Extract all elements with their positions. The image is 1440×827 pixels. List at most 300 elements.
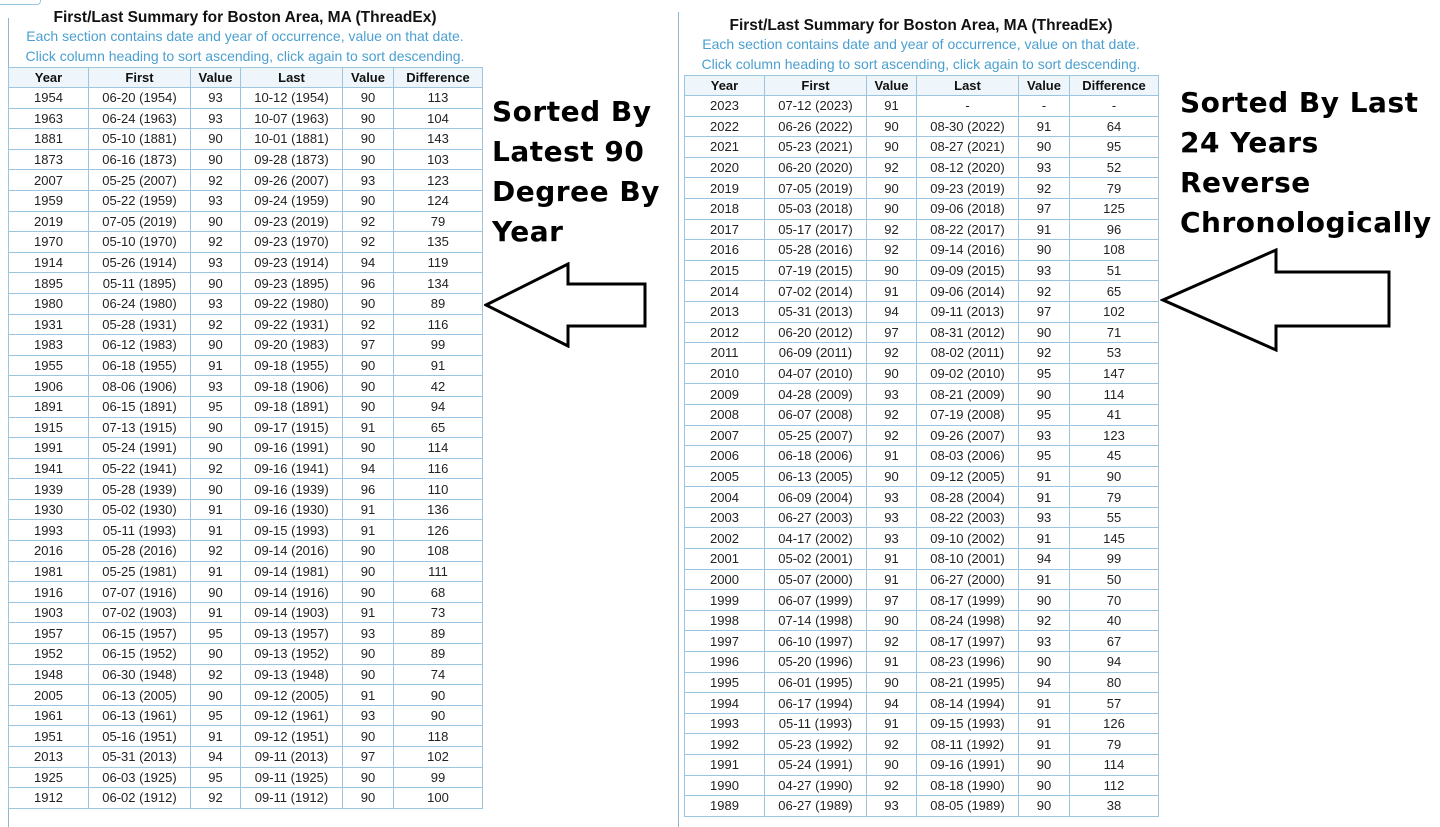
table-cell-first: 04-27 (1990) [765, 775, 867, 796]
table-cell-year: 1925 [9, 767, 89, 788]
table-cell-last: 09-16 (1941) [241, 458, 343, 479]
table-cell-last: 09-12 (1951) [241, 726, 343, 747]
table-cell-first-value: 90 [191, 335, 241, 356]
right-annotation [1180, 83, 1440, 243]
table-cell-last: 08-03 (2006) [917, 446, 1019, 467]
table-row [9, 149, 483, 170]
table-row [685, 672, 1159, 693]
table-cell-difference: 96 [1070, 219, 1159, 240]
table-row [9, 293, 483, 314]
table-cell-last: 09-16 (1930) [241, 499, 343, 520]
table-cell-last-value: 90 [343, 108, 394, 129]
table-cell-last-value: 90 [1019, 322, 1070, 343]
table-cell-last-value: 90 [1019, 384, 1070, 405]
table-cell-year: 2006 [685, 446, 765, 467]
table-cell-last-value: 97 [1019, 301, 1070, 322]
table-row [9, 396, 483, 417]
table-row [685, 363, 1159, 384]
table-cell-last: 09-13 (1948) [241, 664, 343, 685]
table-cell-first-value: 95 [191, 623, 241, 644]
table-cell-last: 09-20 (1983) [241, 335, 343, 356]
table-row [685, 260, 1159, 281]
table-cell-difference: 113 [394, 88, 483, 109]
table-row [9, 211, 483, 232]
table-cell-last: 09-26 (2007) [917, 425, 1019, 446]
table-cell-first: 06-13 (2005) [89, 685, 191, 706]
table-cell-difference: 134 [394, 273, 483, 294]
column-header-year[interactable]: Year [9, 68, 89, 88]
table-cell-first-value: 93 [191, 252, 241, 273]
table-cell-last: 09-10 (2002) [917, 528, 1019, 549]
table-cell-difference: 126 [1070, 713, 1159, 734]
table-cell-year: 1992 [685, 734, 765, 755]
annotation-line: Year [492, 215, 564, 248]
table-cell-year: 1881 [9, 129, 89, 150]
table-cell-year: 2008 [685, 404, 765, 425]
table-cell-difference: 95 [1070, 137, 1159, 158]
table-cell-difference: 104 [394, 108, 483, 129]
left-annotation [492, 92, 672, 252]
table-cell-first: 06-27 (1989) [765, 796, 867, 817]
table-row [685, 569, 1159, 590]
table-row [685, 157, 1159, 178]
table-cell-year: 1994 [685, 693, 765, 714]
table-cell-first: 05-16 (1951) [89, 726, 191, 747]
table-row [9, 705, 483, 726]
table-cell-first-value: 92 [191, 232, 241, 253]
table-cell-last: 08-05 (1989) [917, 796, 1019, 817]
table-cell-year: 1914 [9, 252, 89, 273]
table-cell-first-value: 90 [191, 479, 241, 500]
table-cell-year: 1873 [9, 149, 89, 170]
table-cell-first-value: 90 [867, 137, 917, 158]
table-row [9, 190, 483, 211]
table-cell-year: 1955 [9, 355, 89, 376]
table-cell-last: 08-12 (2020) [917, 157, 1019, 178]
table-cell-last-value: 92 [1019, 178, 1070, 199]
table-cell-last: 10-12 (1954) [241, 88, 343, 109]
table-cell-last-value: 91 [1019, 693, 1070, 714]
table-cell-last-value: 92 [343, 314, 394, 335]
table-cell-first-value: 93 [191, 88, 241, 109]
table-cell-year: 1997 [685, 631, 765, 652]
table-row [9, 541, 483, 562]
table-cell-last-value: 96 [343, 273, 394, 294]
table-cell-first: 05-22 (1959) [89, 190, 191, 211]
table-cell-last-value: 94 [343, 458, 394, 479]
table-cell-difference: 53 [1070, 343, 1159, 364]
table-row [9, 685, 483, 706]
table-cell-first: 06-07 (1999) [765, 590, 867, 611]
table-cell-last: 08-14 (1994) [917, 693, 1019, 714]
table-cell-difference: 119 [394, 252, 483, 273]
table-cell-year: 1912 [9, 788, 89, 809]
column-header-difference[interactable]: Difference [1070, 76, 1159, 96]
first-last-table [684, 75, 1159, 817]
table-row [9, 458, 483, 479]
table-cell-first-value: 91 [191, 355, 241, 376]
table-row [685, 116, 1159, 137]
table-cell-last-value: 90 [343, 88, 394, 109]
table-row [685, 384, 1159, 405]
column-header-first-value[interactable]: Value [867, 76, 917, 96]
table-row [9, 788, 483, 809]
table-cell-first: 06-15 (1957) [89, 623, 191, 644]
table-cell-last: 09-24 (1959) [241, 190, 343, 211]
table-cell-first: 07-05 (2019) [765, 178, 867, 199]
table-cell-year: 1996 [685, 652, 765, 673]
column-header-last[interactable]: Last [917, 76, 1019, 96]
table-cell-last-value: 93 [1019, 157, 1070, 178]
table-cell-first: 07-05 (2019) [89, 211, 191, 232]
table-cell-first: 06-09 (2011) [765, 343, 867, 364]
table-cell-last-value: 90 [1019, 796, 1070, 817]
table-cell-first-value: 97 [867, 322, 917, 343]
table-cell-first-value: 90 [867, 755, 917, 776]
table-cell-last: 08-10 (2001) [917, 549, 1019, 570]
column-header-last[interactable]: Last [241, 68, 343, 88]
table-row [9, 747, 483, 768]
table-row [9, 417, 483, 438]
table-cell-year: 1957 [9, 623, 89, 644]
table-cell-last: 09-23 (2019) [917, 178, 1019, 199]
table-cell-first: 05-31 (2013) [765, 301, 867, 322]
table-cell-first-value: 93 [867, 528, 917, 549]
table-cell-first-value: 92 [867, 425, 917, 446]
table-cell-year: 1930 [9, 499, 89, 520]
table-cell-first: 05-25 (1981) [89, 561, 191, 582]
table-cell-last-value: 91 [1019, 528, 1070, 549]
table-cell-first-value: 91 [867, 446, 917, 467]
table-cell-first-value: 93 [867, 384, 917, 405]
table-cell-first: 06-16 (1873) [89, 149, 191, 170]
table-cell-last-value: 92 [1019, 343, 1070, 364]
table-cell-difference: 65 [394, 417, 483, 438]
table-cell-first-value: 92 [191, 788, 241, 809]
table-cell-difference: 126 [394, 520, 483, 541]
table-cell-last: 08-24 (1998) [917, 610, 1019, 631]
table-cell-first: 05-23 (2021) [765, 137, 867, 158]
table-cell-year: 1939 [9, 479, 89, 500]
table-cell-first-value: 93 [191, 293, 241, 314]
table-cell-difference: 90 [394, 685, 483, 706]
table-cell-difference: 111 [394, 561, 483, 582]
table-cell-last-value: 91 [1019, 466, 1070, 487]
sort-instructions: Click column heading to sort ascending, click again to sort descending. [25, 47, 465, 64]
table-cell-year: 2002 [685, 528, 765, 549]
table-cell-first: 04-07 (2010) [765, 363, 867, 384]
table-cell-year: 2009 [685, 384, 765, 405]
table-cell-first: 05-31 (2013) [89, 747, 191, 768]
table-cell-difference: 108 [394, 541, 483, 562]
table-cell-year: 1998 [685, 610, 765, 631]
table-cell-last: 09-22 (1931) [241, 314, 343, 335]
table-cell-last: - [917, 96, 1019, 117]
table-cell-last: 08-21 (2009) [917, 384, 1019, 405]
table-cell-last-value: 90 [1019, 775, 1070, 796]
table-cell-year: 1981 [9, 561, 89, 582]
table-cell-first-value: 90 [867, 610, 917, 631]
table-row [685, 713, 1159, 734]
table-cell-first: 05-17 (2017) [765, 219, 867, 240]
table-cell-difference: 89 [394, 623, 483, 644]
table-cell-last-value: 94 [1019, 672, 1070, 693]
table-cell-difference: 123 [394, 170, 483, 191]
table-row [685, 775, 1159, 796]
table-cell-year: 2011 [685, 343, 765, 364]
table-cell-difference: 123 [1070, 425, 1159, 446]
table-cell-last: 08-18 (1990) [917, 775, 1019, 796]
table-cell-first: 05-28 (2016) [89, 541, 191, 562]
table-cell-last: 08-22 (2017) [917, 219, 1019, 240]
table-cell-last: 09-11 (2013) [241, 747, 343, 768]
table-cell-first: 07-02 (1903) [89, 602, 191, 623]
table-cell-last-value: 93 [1019, 425, 1070, 446]
table-row [9, 520, 483, 541]
table-row [9, 726, 483, 747]
table-cell-last-value: 91 [1019, 713, 1070, 734]
table-cell-last-value: 90 [1019, 590, 1070, 611]
table-cell-first: 05-25 (2007) [89, 170, 191, 191]
table-row [685, 507, 1159, 528]
table-cell-last-value: 91 [343, 499, 394, 520]
table-cell-last: 09-12 (1961) [241, 705, 343, 726]
table-row [685, 549, 1159, 570]
table-cell-last-value: 93 [1019, 260, 1070, 281]
table-cell-first: 06-13 (1961) [89, 705, 191, 726]
table-cell-year: 1989 [685, 796, 765, 817]
table-cell-difference: 108 [1070, 240, 1159, 261]
table-cell-difference: 79 [1070, 487, 1159, 508]
table-cell-first: 05-23 (1992) [765, 734, 867, 755]
table-cell-difference: 102 [1070, 301, 1159, 322]
table-cell-difference: 65 [1070, 281, 1159, 302]
table-cell-year: 2000 [685, 569, 765, 590]
annotation-line: Reverse [1180, 166, 1311, 199]
table-cell-year: 1903 [9, 602, 89, 623]
table-cell-first: 05-02 (1930) [89, 499, 191, 520]
table-cell-first: 06-20 (2020) [765, 157, 867, 178]
table-row [685, 755, 1159, 776]
table-cell-first: 05-24 (1991) [89, 438, 191, 459]
table-cell-first-value: 93 [867, 796, 917, 817]
table-row [9, 129, 483, 150]
table-cell-first-value: 92 [867, 404, 917, 425]
column-header-difference[interactable]: Difference [394, 68, 483, 88]
table-cell-difference: 55 [1070, 507, 1159, 528]
table-row [685, 528, 1159, 549]
column-header-year[interactable]: Year [685, 76, 765, 96]
table-cell-last-value: 90 [343, 582, 394, 603]
table-cell-year: 1952 [9, 644, 89, 665]
table-cell-first: 06-15 (1891) [89, 396, 191, 417]
table-cell-last-value: 90 [1019, 137, 1070, 158]
table-cell-first-value: 93 [867, 487, 917, 508]
left-arrow-icon [484, 262, 648, 348]
table-cell-difference: 147 [1070, 363, 1159, 384]
table-cell-year: 2013 [9, 747, 89, 768]
table-cell-year: 1915 [9, 417, 89, 438]
table-cell-last: 09-13 (1952) [241, 644, 343, 665]
table-cell-first: 06-18 (1955) [89, 355, 191, 376]
table-cell-difference: 73 [394, 602, 483, 623]
table-cell-difference: 110 [394, 479, 483, 500]
table-cell-first-value: 95 [191, 705, 241, 726]
table-cell-first-value: 91 [867, 96, 917, 117]
table-cell-first: 05-20 (1996) [765, 652, 867, 673]
table-cell-first-value: 90 [867, 178, 917, 199]
table-cell-last-value: 90 [343, 788, 394, 809]
column-header-first-value[interactable]: Value [191, 68, 241, 88]
table-cell-last-value: 97 [343, 335, 394, 356]
table-cell-difference: 112 [1070, 775, 1159, 796]
table-cell-last: 09-13 (1957) [241, 623, 343, 644]
table-cell-year: 1954 [9, 88, 89, 109]
table-cell-difference: 103 [394, 149, 483, 170]
table-cell-first: 05-28 (1931) [89, 314, 191, 335]
table-cell-last-value: 90 [343, 396, 394, 417]
table-cell-last: 09-18 (1906) [241, 376, 343, 397]
table-cell-year: 1963 [9, 108, 89, 129]
table-cell-year: 1995 [685, 672, 765, 693]
table-row [9, 273, 483, 294]
table-cell-difference: 114 [1070, 755, 1159, 776]
table-cell-first-value: 91 [867, 549, 917, 570]
table-cell-difference: 116 [394, 458, 483, 479]
table-cell-difference: - [1070, 96, 1159, 117]
column-header-last-value[interactable]: Value [1019, 76, 1070, 96]
table-cell-first: 06-03 (1925) [89, 767, 191, 788]
table-cell-year: 1990 [685, 775, 765, 796]
table-cell-first-value: 90 [191, 273, 241, 294]
table-cell-last-value: 97 [1019, 198, 1070, 219]
table-row [9, 108, 483, 129]
table-cell-first: 07-19 (2015) [765, 260, 867, 281]
left-summary-panel [8, 8, 482, 809]
table-cell-first: 06-01 (1995) [765, 672, 867, 693]
table-cell-first: 05-11 (1895) [89, 273, 191, 294]
table-cell-last: 08-21 (1995) [917, 672, 1019, 693]
table-cell-first-value: 92 [191, 541, 241, 562]
table-cell-first: 06-12 (1983) [89, 335, 191, 356]
table-cell-year: 2010 [685, 363, 765, 384]
table-cell-difference: 114 [1070, 384, 1159, 405]
table-cell-year: 1916 [9, 582, 89, 603]
table-cell-first-value: 90 [191, 211, 241, 232]
table-cell-first-value: 90 [191, 438, 241, 459]
table-cell-difference: 67 [1070, 631, 1159, 652]
table-cell-first-value: 91 [191, 602, 241, 623]
table-cell-first: 06-18 (2006) [765, 446, 867, 467]
table-cell-difference: 145 [1070, 528, 1159, 549]
table-cell-year: 2016 [9, 541, 89, 562]
table-cell-difference: 116 [394, 314, 483, 335]
table-cell-first: 06-30 (1948) [89, 664, 191, 685]
table-row [685, 301, 1159, 322]
table-row [9, 664, 483, 685]
table-cell-last: 09-16 (1939) [241, 479, 343, 500]
column-header-first[interactable]: First [89, 68, 191, 88]
table-row [9, 767, 483, 788]
table-cell-last: 08-28 (2004) [917, 487, 1019, 508]
table-cell-first: 08-06 (1906) [89, 376, 191, 397]
table-cell-last: 09-15 (1993) [917, 713, 1019, 734]
table-cell-last: 09-11 (1925) [241, 767, 343, 788]
table-row [685, 343, 1159, 364]
table-cell-year: 2017 [685, 219, 765, 240]
table-cell-last: 08-02 (2011) [917, 343, 1019, 364]
table-cell-first-value: 91 [867, 569, 917, 590]
table-cell-last: 09-23 (1895) [241, 273, 343, 294]
table-cell-year: 2015 [685, 260, 765, 281]
table-cell-year: 2019 [9, 211, 89, 232]
column-header-first[interactable]: First [765, 76, 867, 96]
table-cell-last: 09-14 (2016) [241, 541, 343, 562]
table-cell-last: 08-11 (1992) [917, 734, 1019, 755]
table-cell-difference: 114 [394, 438, 483, 459]
table-cell-last-value: 95 [1019, 363, 1070, 384]
table-cell-first: 07-14 (1998) [765, 610, 867, 631]
table-cell-first: 06-24 (1963) [89, 108, 191, 129]
table-cell-first: 06-07 (2008) [765, 404, 867, 425]
table-cell-year: 1895 [9, 273, 89, 294]
table-cell-first: 07-13 (1915) [89, 417, 191, 438]
table-cell-last: 08-22 (2003) [917, 507, 1019, 528]
table-cell-year: 2018 [685, 198, 765, 219]
table-cell-last-value: 90 [1019, 652, 1070, 673]
table-row [685, 322, 1159, 343]
table-cell-year: 2012 [685, 322, 765, 343]
table-cell-last-value: 90 [343, 190, 394, 211]
table-cell-difference: 71 [1070, 322, 1159, 343]
table-cell-last-value: 90 [343, 355, 394, 376]
table-cell-first-value: 93 [867, 507, 917, 528]
column-header-last-value[interactable]: Value [343, 68, 394, 88]
table-row [685, 693, 1159, 714]
table-cell-last-value: 94 [343, 252, 394, 273]
table-cell-first: 07-12 (2023) [765, 96, 867, 117]
table-cell-first: 04-28 (2009) [765, 384, 867, 405]
table-cell-last: 09-06 (2018) [917, 198, 1019, 219]
table-cell-difference: 99 [394, 767, 483, 788]
table-cell-first: 05-10 (1970) [89, 232, 191, 253]
table-cell-last-value: 90 [343, 726, 394, 747]
table-row [9, 314, 483, 335]
table-cell-difference: 124 [394, 190, 483, 211]
first-last-table [8, 67, 483, 809]
table-cell-last: 09-12 (2005) [241, 685, 343, 706]
table-row [9, 88, 483, 109]
table-cell-first-value: 97 [867, 590, 917, 611]
table-row [685, 590, 1159, 611]
table-cell-year: 2016 [685, 240, 765, 261]
table-cell-difference: 51 [1070, 260, 1159, 281]
table-row [9, 355, 483, 376]
table-row [685, 281, 1159, 302]
table-cell-year: 2021 [685, 137, 765, 158]
table-cell-last-value: 91 [1019, 487, 1070, 508]
table-cell-first: 05-10 (1881) [89, 129, 191, 150]
table-cell-last-value: 90 [343, 149, 394, 170]
table-cell-last-value: 93 [343, 623, 394, 644]
right-summary-panel [684, 16, 1158, 817]
table-cell-last: 09-18 (1891) [241, 396, 343, 417]
table-cell-first: 06-13 (2005) [765, 466, 867, 487]
table-cell-difference: 94 [394, 396, 483, 417]
table-cell-last-value: 94 [1019, 549, 1070, 570]
table-cell-difference: 99 [394, 335, 483, 356]
table-cell-difference: 94 [1070, 652, 1159, 673]
